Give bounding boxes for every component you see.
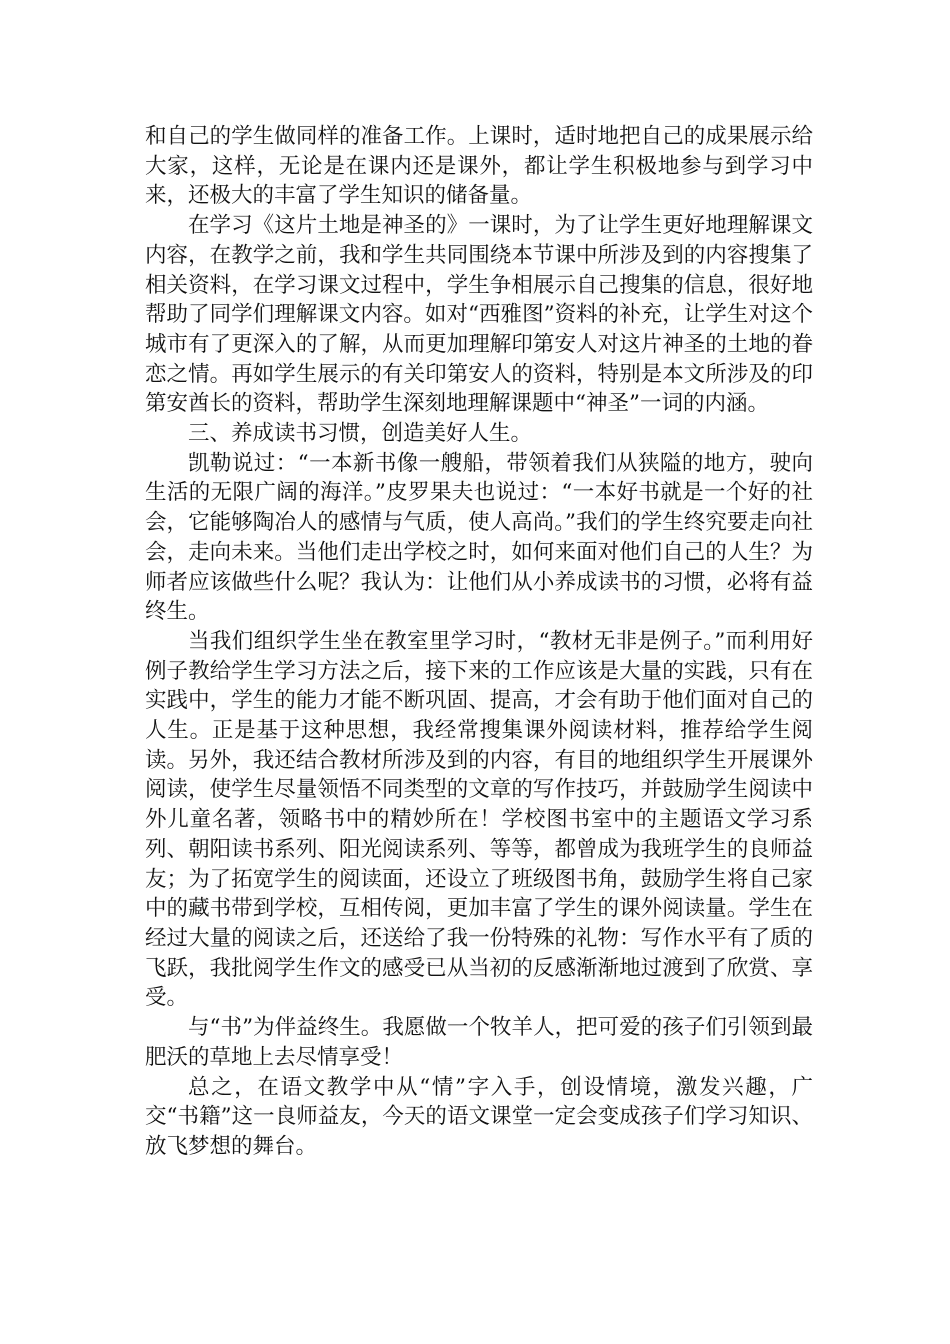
paragraph-5: 当我们组织学生坐在教室里学习时，“教材无非是例子。”而利用好例子教给学生学习方法之后，接下来的工作应该是大量的实践，只有在实践中，学生的能力才能不断巩固、提高，才会有助于他们面对自己的人生。正是基于这种思想，我经常搜集课外阅读材料，推荐给学生阅读。另外，我还结合教材所涉及到的内容，有目的地组织学生开展课外阅读，使学生尽量领悟不同类型的文章的写作技巧，并鼓励学生阅读中外儿童名著，领略书中的精妙所在！学校图书室中的主题语文学习系列、朝阳读书系列、阳光阅读系列、等等，都曾成为我班学生的良师益友；为了拓宽学生的阅读面，还设立了班级图书角，鼓励学生将自己家中的藏书带到学校，互相传阅，更加丰富了学生的课外阅读量。学生在经过大量的阅读之后，还送给了我一份特殊的礼物：写作水平有了质的飞跃，我批阅学生作文的感受已从当初的反感渐渐地过渡到了欣赏、享受。 bbox=[145, 628, 813, 1011]
section-heading-3: 三、养成读书习惯，创造美好人生。 bbox=[188, 421, 533, 447]
paragraph-6: 与“书”为伴益终生。我愿做一个牧羊人，把可爱的孩子们引领到最肥沃的草地上去尽情享受！ bbox=[145, 1015, 813, 1070]
paragraph-2: 在学习《这片土地是神圣的》一课时，为了让学生更好地理解课文内容，在教学之前，我和学生共同围绕本节课中所涉及到的内容搜集了相关资料，在学习课文过程中，学生争相展示自己搜集的信息，很好地帮助了同学们理解课文内容。如对“西雅图”资料的补充，让学生对这个城市有了更深入的了解，从而更加理解印第安人对这片神圣的土地的眷恋之情。再如学生展示的有关印第安人的资料，特别是本文所涉及的印第安酋长的资料，帮助学生深刻地理解课题中“神圣”一词的内涵。 bbox=[145, 213, 813, 417]
paragraph-1: 和自己的学生做同样的准备工作。上课时，适时地把自己的成果展示给大家，这样，无论是在课内还是课外，都让学生积极地参与到学习中来，还极大的丰富了学生知识的储备量。 bbox=[145, 124, 813, 209]
paragraph-4: 凯勒说过：“一本新书像一艘船，带领着我们从狭隘的地方，驶向生活的无限广阔的海洋。”皮罗果夫也说过：“一本好书就是一个好的社会，它能够陶冶人的感情与气质，使人高尚。”我们的学生终究要走向社会，走向未来。当他们走出学校之时，如何来面对他们自己的人生？为师者应该做些什么呢？我认为：让他们从小养成读书的习惯，必将有益终生。 bbox=[145, 450, 813, 625]
document-body bbox=[145, 122, 813, 1162]
paragraph-7: 总之，在语文教学中从“情”字入手，创设情境，激发兴趣，广交“书籍”这一良师益友，今天的语文课堂一定会变成孩子们学习知识、放飞梦想的舞台。 bbox=[145, 1074, 813, 1159]
